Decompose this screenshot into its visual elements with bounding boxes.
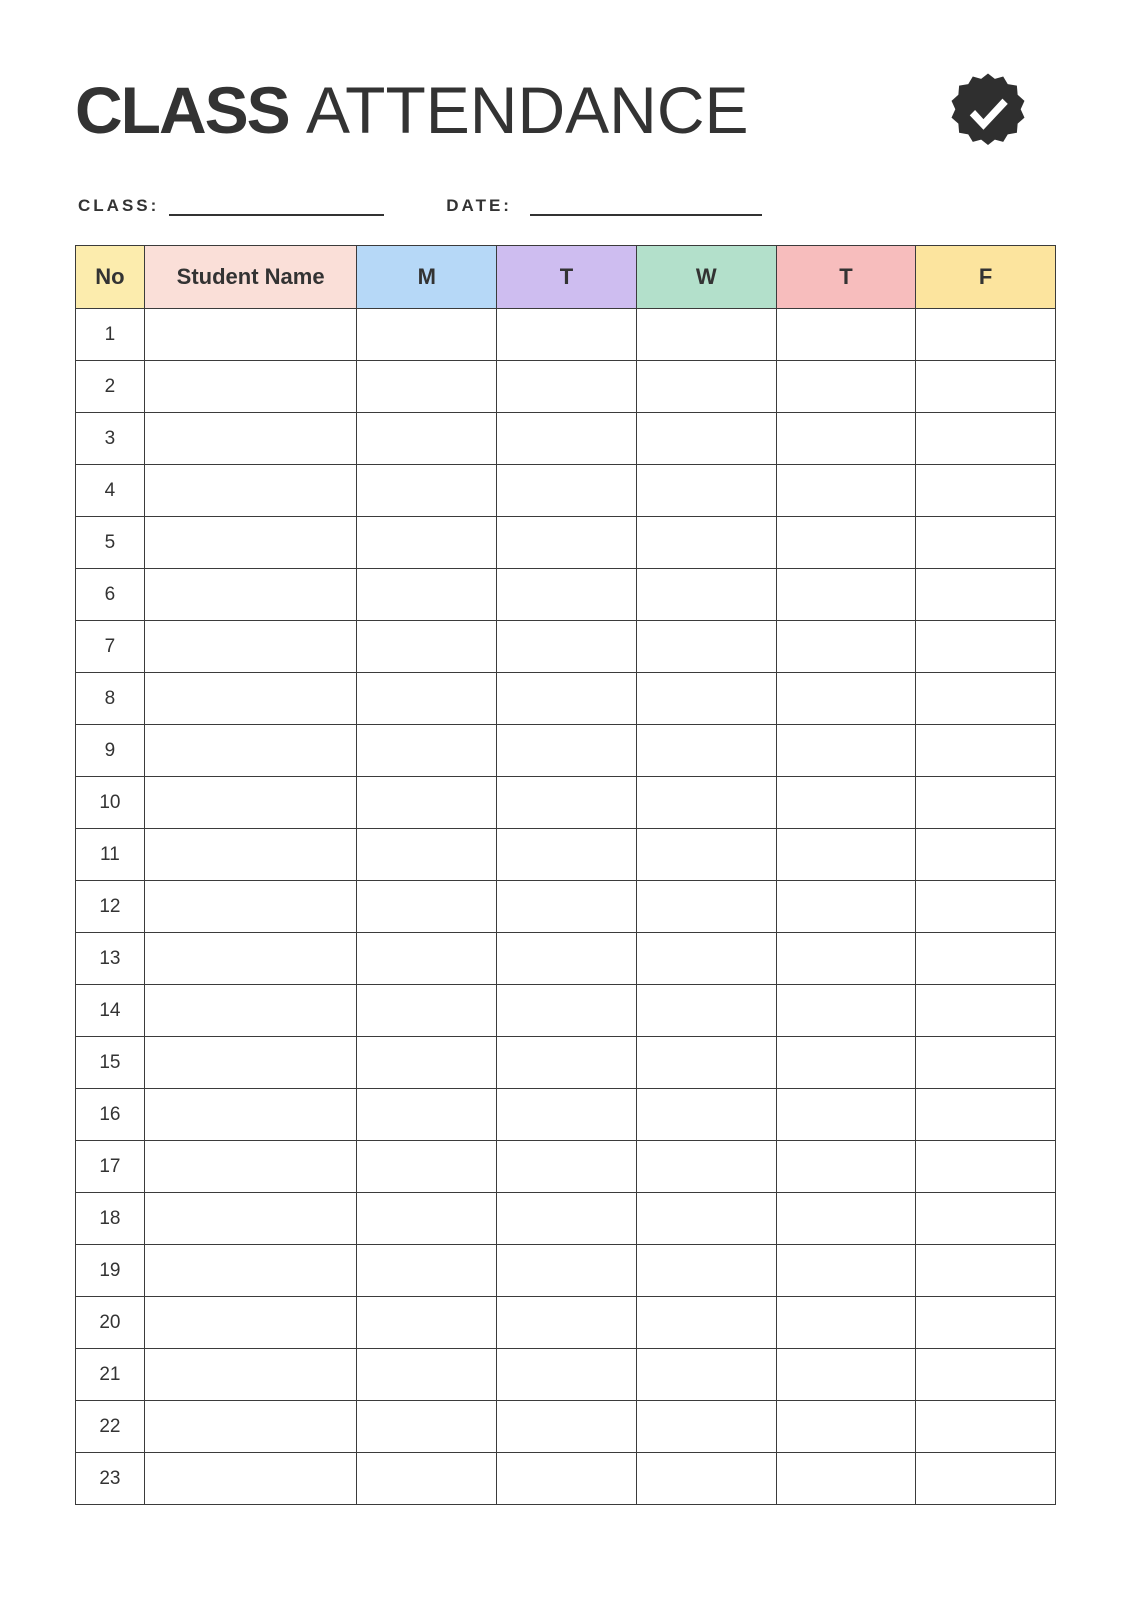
attendance-cell-tuesday[interactable]	[497, 1297, 637, 1349]
table-row	[76, 309, 1056, 361]
attendance-cell-wednesday[interactable]	[636, 725, 776, 777]
attendance-cell-thursday[interactable]	[776, 1401, 916, 1453]
attendance-cell-wednesday[interactable]	[636, 1401, 776, 1453]
attendance-cell-tuesday[interactable]	[497, 621, 637, 673]
row-number: 5	[76, 517, 145, 569]
table-row	[76, 1453, 1056, 1505]
attendance-cell-friday[interactable]	[916, 569, 1056, 621]
attendance-cell-friday[interactable]	[916, 933, 1056, 985]
attendance-cell-monday[interactable]	[357, 309, 497, 361]
attendance-cell-friday[interactable]	[916, 1297, 1056, 1349]
attendance-cell-monday[interactable]	[357, 777, 497, 829]
student-name-cell[interactable]	[144, 881, 357, 933]
meta-fields	[75, 196, 1056, 216]
attendance-cell-wednesday[interactable]	[636, 1297, 776, 1349]
row-number: 20	[76, 1297, 145, 1349]
attendance-cell-thursday[interactable]	[776, 985, 916, 1037]
attendance-cell-wednesday[interactable]	[636, 1193, 776, 1245]
attendance-cell-tuesday[interactable]	[497, 1245, 637, 1297]
attendance-cell-tuesday[interactable]	[497, 309, 637, 361]
class-label: CLASS:	[78, 196, 160, 215]
page-title-light: ATTENDANCE	[306, 73, 749, 147]
attendance-cell-wednesday[interactable]	[636, 1141, 776, 1193]
attendance-cell-thursday[interactable]	[776, 1089, 916, 1141]
attendance-cell-friday[interactable]	[916, 673, 1056, 725]
student-name-cell[interactable]	[144, 1401, 357, 1453]
attendance-cell-tuesday[interactable]	[497, 673, 637, 725]
attendance-cell-monday[interactable]	[357, 829, 497, 881]
attendance-cell-monday[interactable]	[357, 621, 497, 673]
student-name-cell[interactable]	[144, 309, 357, 361]
attendance-cell-friday[interactable]	[916, 1141, 1056, 1193]
attendance-cell-tuesday[interactable]	[497, 777, 637, 829]
student-name-cell[interactable]	[144, 1297, 357, 1349]
attendance-cell-tuesday[interactable]	[497, 725, 637, 777]
row-number: 14	[76, 985, 145, 1037]
column-header-no: No	[76, 246, 145, 309]
table-row	[76, 361, 1056, 413]
attendance-cell-thursday[interactable]	[776, 1453, 916, 1505]
attendance-cell-monday[interactable]	[357, 1453, 497, 1505]
table-row	[76, 1245, 1056, 1297]
row-number: 16	[76, 1089, 145, 1141]
row-number: 21	[76, 1349, 145, 1401]
attendance-cell-wednesday[interactable]	[636, 1453, 776, 1505]
row-number: 13	[76, 933, 145, 985]
attendance-cell-monday[interactable]	[357, 361, 497, 413]
attendance-cell-friday[interactable]	[916, 361, 1056, 413]
table-row	[76, 881, 1056, 933]
student-name-cell[interactable]	[144, 413, 357, 465]
attendance-cell-monday[interactable]	[357, 1401, 497, 1453]
attendance-cell-monday[interactable]	[357, 1089, 497, 1141]
table-row	[76, 1401, 1056, 1453]
attendance-cell-wednesday[interactable]	[636, 361, 776, 413]
attendance-cell-monday[interactable]	[357, 465, 497, 517]
attendance-cell-thursday[interactable]	[776, 465, 916, 517]
row-number: 12	[76, 881, 145, 933]
table-row	[76, 465, 1056, 517]
attendance-cell-tuesday[interactable]	[497, 881, 637, 933]
attendance-cell-friday[interactable]	[916, 1193, 1056, 1245]
attendance-cell-thursday[interactable]	[776, 673, 916, 725]
table-row	[76, 673, 1056, 725]
attendance-cell-friday[interactable]	[916, 465, 1056, 517]
attendance-cell-monday[interactable]	[357, 673, 497, 725]
table-row	[76, 829, 1056, 881]
attendance-cell-thursday[interactable]	[776, 829, 916, 881]
attendance-cell-wednesday[interactable]	[636, 517, 776, 569]
table-row	[76, 933, 1056, 985]
column-header-wednesday: W	[636, 246, 776, 309]
student-name-cell[interactable]	[144, 673, 357, 725]
table-row	[76, 725, 1056, 777]
attendance-cell-monday[interactable]	[357, 517, 497, 569]
attendance-cell-tuesday[interactable]	[497, 1401, 637, 1453]
attendance-cell-wednesday[interactable]	[636, 1349, 776, 1401]
attendance-cell-wednesday[interactable]	[636, 1245, 776, 1297]
attendance-cell-thursday[interactable]	[776, 413, 916, 465]
attendance-cell-monday[interactable]	[357, 1297, 497, 1349]
attendance-cell-friday[interactable]	[916, 829, 1056, 881]
attendance-cell-tuesday[interactable]	[497, 933, 637, 985]
student-name-cell[interactable]	[144, 621, 357, 673]
attendance-cell-friday[interactable]	[916, 1245, 1056, 1297]
date-field-group	[446, 196, 762, 216]
attendance-cell-monday[interactable]	[357, 1037, 497, 1089]
student-name-cell[interactable]	[144, 1349, 357, 1401]
table-row	[76, 1089, 1056, 1141]
row-number: 18	[76, 1193, 145, 1245]
row-number: 8	[76, 673, 145, 725]
row-number: 6	[76, 569, 145, 621]
class-field-group	[78, 196, 384, 216]
attendance-cell-monday[interactable]	[357, 1193, 497, 1245]
attendance-cell-tuesday[interactable]	[497, 465, 637, 517]
page-title-bold: CLASS	[75, 73, 289, 147]
date-label: DATE:	[446, 196, 512, 215]
row-number: 19	[76, 1245, 145, 1297]
attendance-cell-thursday[interactable]	[776, 725, 916, 777]
attendance-cell-thursday[interactable]	[776, 881, 916, 933]
row-number: 9	[76, 725, 145, 777]
column-header-friday: F	[916, 246, 1056, 309]
student-name-cell[interactable]	[144, 1245, 357, 1297]
attendance-cell-wednesday[interactable]	[636, 569, 776, 621]
student-name-cell[interactable]	[144, 1453, 357, 1505]
attendance-cell-monday[interactable]	[357, 413, 497, 465]
attendance-cell-wednesday[interactable]	[636, 413, 776, 465]
attendance-cell-friday[interactable]	[916, 1037, 1056, 1089]
class-input[interactable]	[169, 197, 384, 216]
attendance-cell-friday[interactable]	[916, 1453, 1056, 1505]
student-name-cell[interactable]	[144, 829, 357, 881]
attendance-cell-wednesday[interactable]	[636, 1089, 776, 1141]
row-number: 1	[76, 309, 145, 361]
row-number: 22	[76, 1401, 145, 1453]
table-row	[76, 621, 1056, 673]
attendance-cell-thursday[interactable]	[776, 1193, 916, 1245]
student-name-cell[interactable]	[144, 1089, 357, 1141]
attendance-cell-friday[interactable]	[916, 985, 1056, 1037]
attendance-cell-wednesday[interactable]	[636, 309, 776, 361]
attendance-cell-monday[interactable]	[357, 1245, 497, 1297]
column-header-monday: M	[357, 246, 497, 309]
row-number: 10	[76, 777, 145, 829]
row-number: 15	[76, 1037, 145, 1089]
row-number: 7	[76, 621, 145, 673]
student-name-cell[interactable]	[144, 777, 357, 829]
attendance-cell-monday[interactable]	[357, 985, 497, 1037]
attendance-cell-thursday[interactable]	[776, 569, 916, 621]
attendance-cell-wednesday[interactable]	[636, 829, 776, 881]
attendance-cell-friday[interactable]	[916, 517, 1056, 569]
attendance-cell-tuesday[interactable]	[497, 517, 637, 569]
row-number: 3	[76, 413, 145, 465]
attendance-cell-wednesday[interactable]	[636, 985, 776, 1037]
attendance-cell-friday[interactable]	[916, 621, 1056, 673]
student-name-cell[interactable]	[144, 361, 357, 413]
attendance-cell-tuesday[interactable]	[497, 829, 637, 881]
attendance-cell-monday[interactable]	[357, 569, 497, 621]
attendance-cell-wednesday[interactable]	[636, 1037, 776, 1089]
column-header-name: Student Name	[144, 246, 357, 309]
student-name-cell[interactable]	[144, 569, 357, 621]
student-name-cell[interactable]	[144, 465, 357, 517]
table-row	[76, 569, 1056, 621]
attendance-cell-friday[interactable]	[916, 881, 1056, 933]
attendance-cell-friday[interactable]	[916, 309, 1056, 361]
table-row	[76, 985, 1056, 1037]
attendance-cell-friday[interactable]	[916, 777, 1056, 829]
attendance-cell-tuesday[interactable]	[497, 1453, 637, 1505]
attendance-cell-tuesday[interactable]	[497, 1349, 637, 1401]
table-row	[76, 1297, 1056, 1349]
page-title	[75, 73, 749, 147]
table-row	[76, 1141, 1056, 1193]
attendance-cell-thursday[interactable]	[776, 1037, 916, 1089]
column-header-tuesday: T	[497, 246, 637, 309]
student-name-cell[interactable]	[144, 517, 357, 569]
page-header	[75, 0, 1056, 148]
attendance-cell-friday[interactable]	[916, 1089, 1056, 1141]
student-name-cell[interactable]	[144, 1141, 357, 1193]
student-name-cell[interactable]	[144, 933, 357, 985]
attendance-cell-friday[interactable]	[916, 1401, 1056, 1453]
attendance-cell-thursday[interactable]	[776, 1349, 916, 1401]
attendance-cell-friday[interactable]	[916, 725, 1056, 777]
attendance-cell-tuesday[interactable]	[497, 1193, 637, 1245]
attendance-cell-friday[interactable]	[916, 1349, 1056, 1401]
attendance-cell-thursday[interactable]	[776, 777, 916, 829]
attendance-cell-tuesday[interactable]	[497, 1089, 637, 1141]
row-number: 17	[76, 1141, 145, 1193]
attendance-cell-monday[interactable]	[357, 1141, 497, 1193]
attendance-cell-thursday[interactable]	[776, 621, 916, 673]
attendance-cell-wednesday[interactable]	[636, 777, 776, 829]
table-header-row	[76, 246, 1056, 309]
attendance-cell-thursday[interactable]	[776, 933, 916, 985]
attendance-cell-thursday[interactable]	[776, 517, 916, 569]
table-row	[76, 517, 1056, 569]
student-name-cell[interactable]	[144, 1193, 357, 1245]
table-row	[76, 413, 1056, 465]
student-name-cell[interactable]	[144, 725, 357, 777]
row-number: 11	[76, 829, 145, 881]
row-number: 2	[76, 361, 145, 413]
attendance-cell-wednesday[interactable]	[636, 621, 776, 673]
attendance-cell-tuesday[interactable]	[497, 1141, 637, 1193]
date-input[interactable]	[530, 197, 762, 216]
attendance-cell-thursday[interactable]	[776, 361, 916, 413]
attendance-cell-tuesday[interactable]	[497, 569, 637, 621]
table-row	[76, 1193, 1056, 1245]
table-body	[76, 309, 1056, 1505]
check-badge-icon	[950, 72, 1026, 148]
attendance-cell-monday[interactable]	[357, 1349, 497, 1401]
attendance-table	[75, 245, 1056, 1505]
row-number: 23	[76, 1453, 145, 1505]
student-name-cell[interactable]	[144, 1037, 357, 1089]
attendance-cell-tuesday[interactable]	[497, 985, 637, 1037]
attendance-cell-monday[interactable]	[357, 725, 497, 777]
attendance-cell-thursday[interactable]	[776, 1297, 916, 1349]
table-row	[76, 1037, 1056, 1089]
table-row	[76, 1349, 1056, 1401]
attendance-cell-tuesday[interactable]	[497, 1037, 637, 1089]
attendance-cell-monday[interactable]	[357, 933, 497, 985]
attendance-cell-wednesday[interactable]	[636, 465, 776, 517]
attendance-cell-tuesday[interactable]	[497, 361, 637, 413]
attendance-cell-friday[interactable]	[916, 413, 1056, 465]
attendance-cell-monday[interactable]	[357, 881, 497, 933]
attendance-cell-thursday[interactable]	[776, 1141, 916, 1193]
attendance-cell-wednesday[interactable]	[636, 673, 776, 725]
attendance-cell-wednesday[interactable]	[636, 933, 776, 985]
student-name-cell[interactable]	[144, 985, 357, 1037]
attendance-cell-wednesday[interactable]	[636, 881, 776, 933]
attendance-cell-thursday[interactable]	[776, 1245, 916, 1297]
table-row	[76, 777, 1056, 829]
row-number: 4	[76, 465, 145, 517]
attendance-cell-tuesday[interactable]	[497, 413, 637, 465]
attendance-cell-thursday[interactable]	[776, 309, 916, 361]
column-header-thursday: T	[776, 246, 916, 309]
